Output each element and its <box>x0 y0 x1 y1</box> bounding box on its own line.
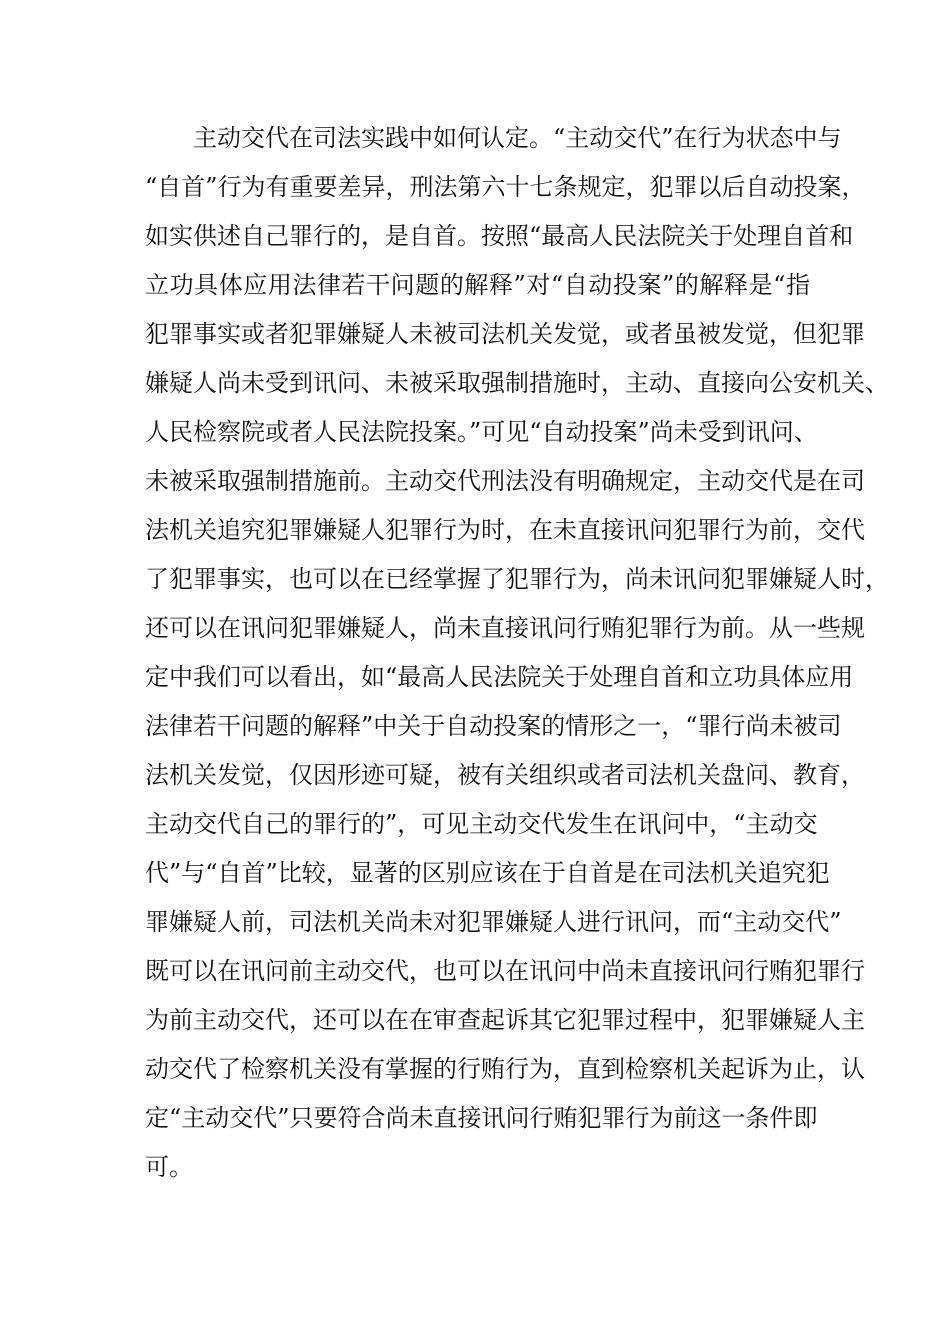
paragraph-line: 既可以在讯问前主动交代，也可以在讯问中尚未直接讯问行贿犯罪行 <box>145 957 865 985</box>
paragraph-line: 代”与“自首”比较，显著的区别应该在于自首是在司法机关追究犯 <box>145 859 830 887</box>
paragraph-line: 如实供述自己罪行的，是自首。按照“最高人民法院关于处理自首和 <box>145 222 854 250</box>
paragraph-line: 主动交代在司法实践中如何认定。“主动交代”在行为状态中与 <box>193 124 842 152</box>
paragraph-line: “自首”行为有重要差异，刑法第六十七条规定，犯罪以后自动投案， <box>145 173 866 201</box>
paragraph-line: 人民检察院或者人民法院投案。”可见“自动投案”尚未受到讯问、 <box>145 418 818 446</box>
paragraph-line: 罪嫌疑人前，司法机关尚未对犯罪嫌疑人进行讯问，而“主动交代” <box>145 908 842 936</box>
paragraph-line: 可。 <box>145 1153 193 1181</box>
paragraph-line: 动交代了检察机关没有掌握的行贿行为，直到检察机关起诉为止，认 <box>145 1055 865 1083</box>
paragraph-line: 主动交代自己的罪行的”，可见主动交代发生在讯问中，“主动交 <box>145 810 818 838</box>
paragraph-line: 嫌疑人尚未受到讯问、未被采取强制措施时，主动、直接向公安机关、 <box>145 369 889 397</box>
paragraph-line: 立功具体应用法律若干问题的解释”对“自动投案”的解释是“指 <box>145 271 810 299</box>
paragraph-line: 定中我们可以看出，如“最高人民法院关于处理自首和立功具体应用 <box>145 663 854 691</box>
document-paragraph <box>145 114 889 1192</box>
paragraph-line: 为前主动交代，还可以在在审查起诉其它犯罪过程中，犯罪嫌疑人主 <box>145 1006 865 1034</box>
paragraph-line: 定“主动交代”只要符合尚未直接讯问行贿犯罪行为前这一条件即 <box>145 1104 818 1132</box>
paragraph-line: 还可以在讯问犯罪嫌疑人，尚未直接讯问行贿犯罪行为前。从一些规 <box>145 614 865 642</box>
paragraph-line: 法机关追究犯罪嫌疑人犯罪行为时，在未直接讯问犯罪行为前，交代 <box>145 516 865 544</box>
paragraph-line: 未被采取强制措施前。主动交代刑法没有明确规定，主动交代是在司 <box>145 467 865 495</box>
paragraph-line: 法机关发觉，仅因形迹可疑，被有关组织或者司法机关盘问、教育， <box>145 761 865 789</box>
paragraph-line: 了犯罪事实，也可以在已经掌握了犯罪行为，尚未讯问犯罪嫌疑人时， <box>145 565 889 593</box>
paragraph-line: 犯罪事实或者犯罪嫌疑人未被司法机关发觉，或者虽被发觉，但犯罪 <box>145 320 865 348</box>
paragraph-line: 法律若干问题的解释”中关于自动投案的情形之一，“罪行尚未被司 <box>145 712 842 740</box>
